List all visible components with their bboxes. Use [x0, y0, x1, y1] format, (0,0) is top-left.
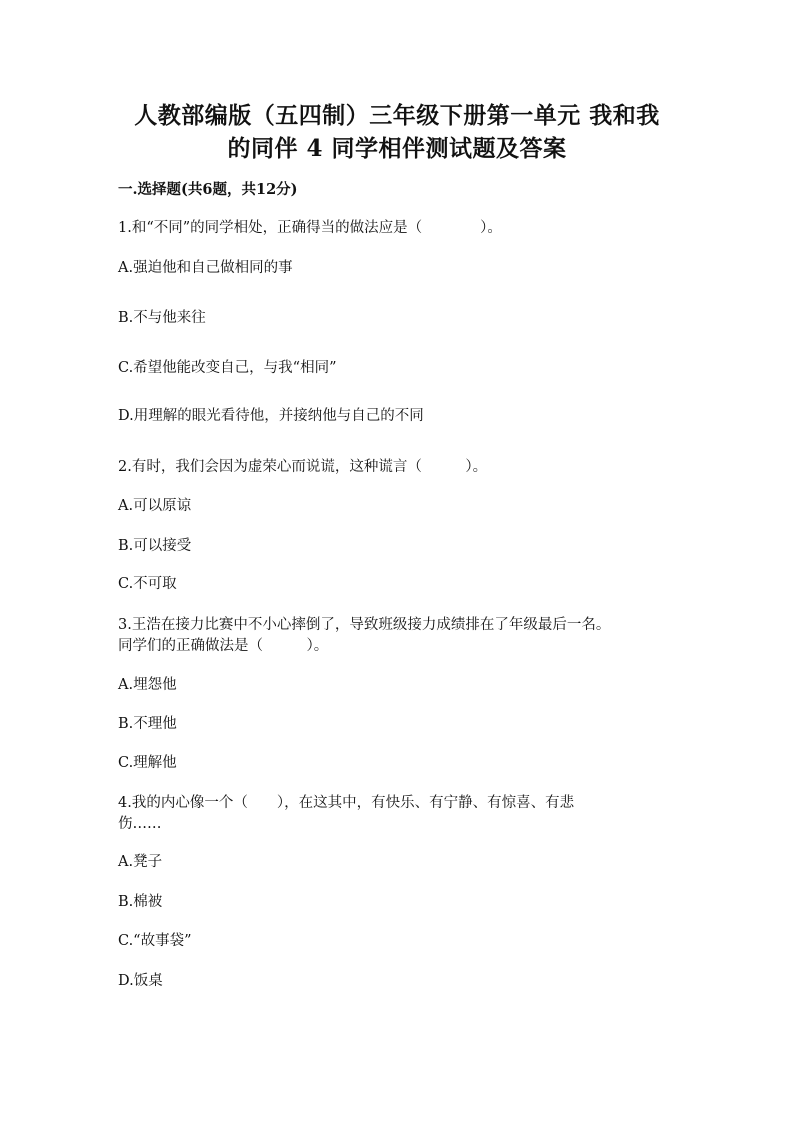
- question-3-option-a: A.埋怨他: [118, 677, 177, 693]
- question-4-option-d: D.饭桌: [118, 973, 163, 989]
- question-2-stem: 2.有时，我们会因为虚荣心而说谎，这种谎言（ ）。: [118, 459, 488, 475]
- page-title-line-1: 人教部编版（五四制）三年级下册第一单元 我和我: [134, 102, 660, 129]
- question-1-option-d: D.用理解的眼光看待他，并接纳他与自己的不同: [118, 408, 424, 424]
- question-4-option-c: C.“故事袋”: [118, 933, 192, 949]
- question-2-option-b: B.可以接受: [118, 538, 192, 554]
- section-heading: 一.选择题(共6题，共12分): [118, 181, 298, 198]
- question-1-option-a: A.强迫他和自己做相同的事: [118, 260, 293, 276]
- question-4-option-a: A.凳子: [118, 854, 163, 870]
- question-3-option-b: B.不理他: [118, 716, 177, 732]
- question-1-option-c: C.希望他能改变自己，与我“相同”: [118, 360, 337, 376]
- question-4-stem-line-2: 伤……: [118, 816, 162, 832]
- page-title-line-2: 的同伴 4 同学相伴测试题及答案: [227, 135, 567, 162]
- question-3-option-c: C.理解他: [118, 755, 177, 771]
- question-4-option-b: B.棉被: [118, 894, 163, 910]
- question-3-stem-line-2: 同学们的正确做法是（ ）。: [118, 638, 329, 654]
- question-2-option-a: A.可以原谅: [118, 498, 192, 514]
- question-4-stem-line-1: 4.我的内心像一个（ ），在这其中，有快乐、有宁静、有惊喜、有悲: [118, 795, 575, 811]
- question-1-stem: 1.和“不同”的同学相处，正确得当的做法应是（ ）。: [118, 220, 502, 236]
- question-2-option-c: C.不可取: [118, 576, 177, 592]
- question-1-option-b: B.不与他来往: [118, 310, 206, 326]
- question-3-stem-line-1: 3.王浩在接力比赛中不小心摔倒了，导致班级接力成绩排在了年级最后一名。: [118, 617, 611, 633]
